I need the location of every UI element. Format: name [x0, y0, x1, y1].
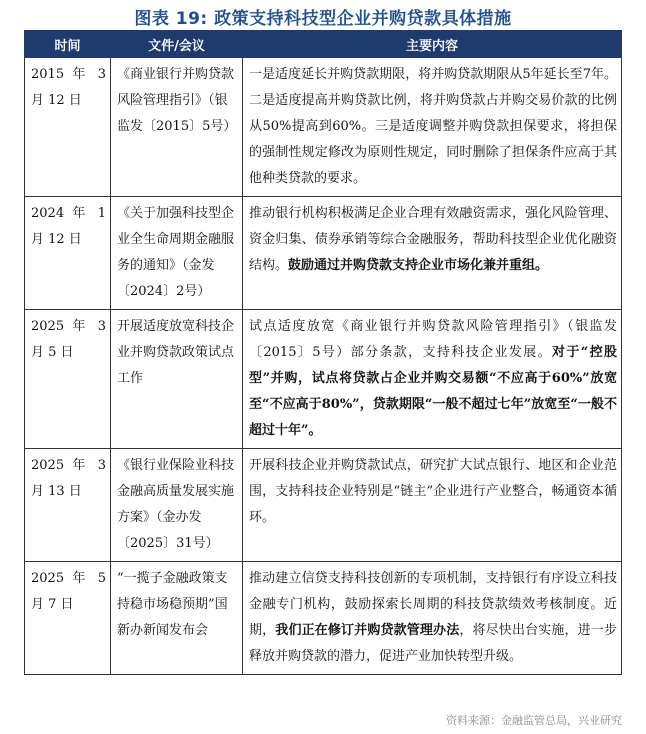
- row-doc: 《银行业保险业科技金融高质量发展实施方案》（金办发〔2025〕31号）: [111, 449, 243, 562]
- row-doc: 《关于加强科技型企业全生命周期金融服务的通知》（金发〔2024〕2号）: [111, 197, 243, 310]
- main-segment: 一是适度延长并购贷款期限，将并购贷款期限从5年延长至7年。二是适度提高并购贷款比例，将并购贷款占并购交易价款的比例从50%提高到60%。三是适度调整并购贷款担保要求，将担保的强制性规定修改为原则性规定，同时删除了担保条件应高于其他种类贷款的要求。: [249, 67, 617, 186]
- table-row: [25, 449, 622, 562]
- chart-title: 图表 19: 政策支持科技型企业并购贷款具体措施: [134, 9, 512, 29]
- row-doc: 《商业银行并购贷款风险管理指引》（银监发〔2015〕5号）: [111, 58, 243, 197]
- row-time: 2025 年 5 月 7 日: [25, 562, 111, 675]
- row-time: 2015 年 3 月 12 日: [25, 58, 111, 197]
- row-doc: “一揽子金融政策支持稳市场稳预期”国新办新闻发布会: [111, 562, 243, 675]
- table-row: [25, 310, 622, 449]
- policy-table: [24, 30, 622, 675]
- main-segment-highlight: 鼓励通过并购贷款支持企业市场化兼并重组。: [288, 258, 549, 273]
- row-doc: 开展适度放宽科技企业并购贷款政策试点工作: [111, 310, 243, 449]
- table-header-row: [25, 31, 622, 58]
- row-time: 2025 年 3 月 5 日: [25, 310, 111, 449]
- source-note: 资料来源：金融监管总局，兴业研究: [446, 714, 622, 727]
- table-row: [25, 562, 622, 675]
- row-time: 2024 年 1 月 12 日: [25, 197, 111, 310]
- main-segment: 推动建立信贷支持科技创新的专项机制，支持银行有序设立科技金融专门机构，鼓励探索长周期的科技贷款绩效考核制度。近期，: [249, 571, 617, 638]
- main-segment: 推动银行机构积极满足企业合理有效融资需求，强化风险管理、资金归集、债券承销等综合金融服务，帮助科技型企业优化融资结构。: [249, 206, 617, 273]
- main-segment-highlight: 对于“控股型”并购，试点将贷款占企业并购交易额“不应高于60%”放宽至“不应高于80%”，贷款期限“一般不超过七年”放宽至“一般不超过十年”。: [249, 345, 618, 438]
- main-segment: ，将尽快出台实施，进一步释放并购贷款的潜力，促进产业加快转型升级。: [249, 623, 617, 664]
- main-segment: 开展科技企业并购贷款试点，研究扩大试点银行、地区和企业范围，支持科技企业特别是“链主”企业进行产业整合，畅通资本循环。: [249, 458, 617, 525]
- row-main: [243, 310, 622, 449]
- header-time: 时间: [25, 31, 111, 58]
- row-main: [243, 58, 622, 197]
- header-doc: 文件/会议: [111, 31, 243, 58]
- row-main: [243, 449, 622, 562]
- row-main: [243, 197, 622, 310]
- header-main: 主要内容: [243, 31, 622, 58]
- row-main: [243, 562, 622, 675]
- table-row: [25, 58, 622, 197]
- row-time: 2025 年 3 月 13 日: [25, 449, 111, 562]
- table-row: [25, 197, 622, 310]
- main-segment: 试点适度放宽《商业银行并购贷款风险管理指引》（银监发〔2015〕5号）部分条款，支持科技企业发展。: [249, 319, 617, 360]
- main-segment-highlight: 我们正在修订并购贷款管理办法: [275, 623, 460, 638]
